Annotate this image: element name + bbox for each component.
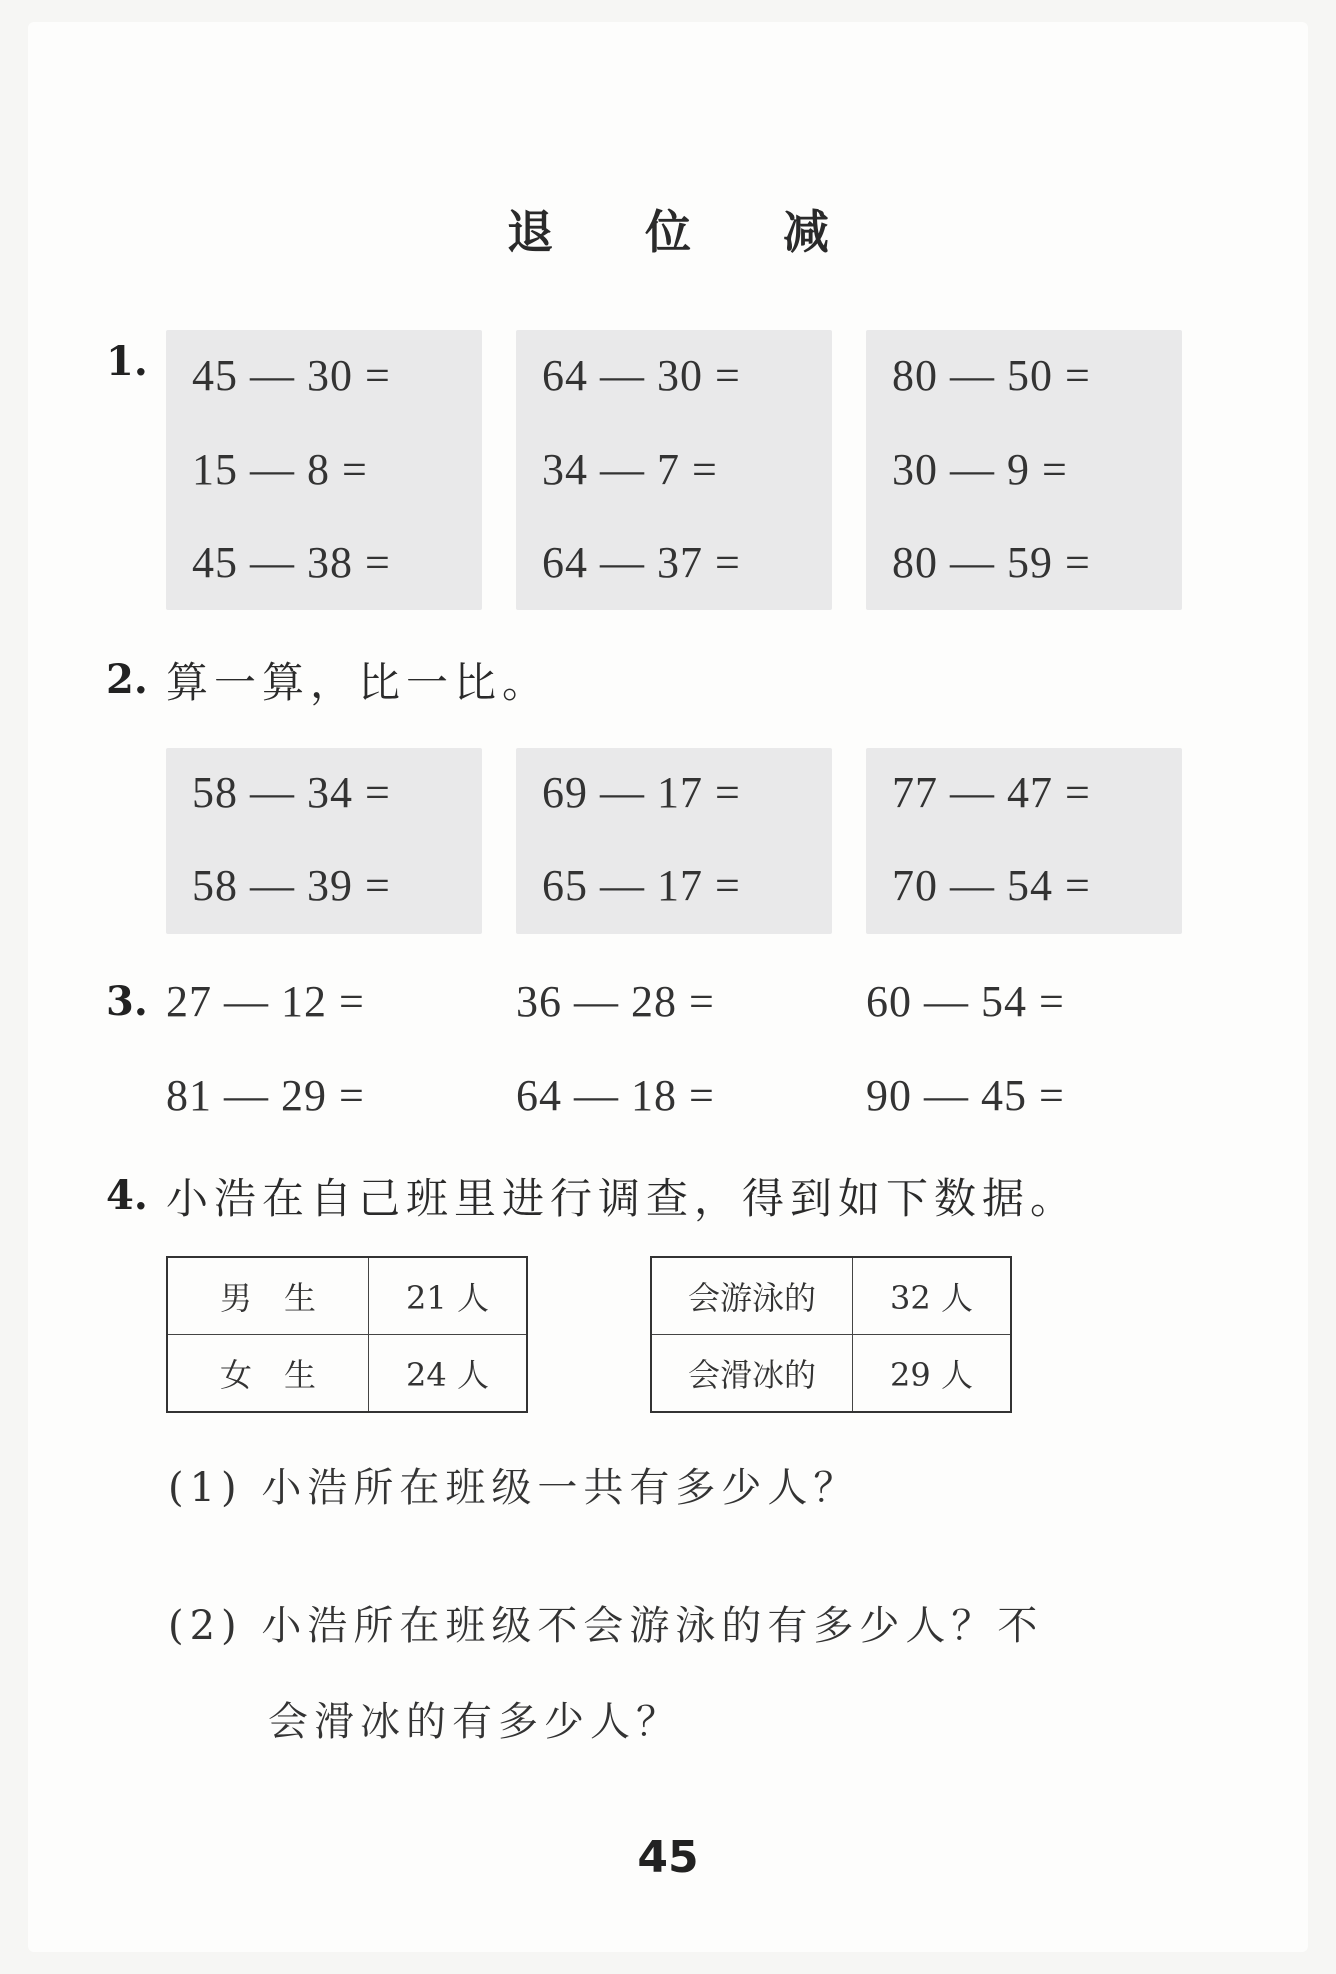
table-cell: 女 生	[167, 1335, 369, 1413]
table-cell: 会滑冰的	[651, 1335, 853, 1413]
q2-expr: 65 — 17 =	[542, 861, 741, 910]
table-row	[651, 1335, 1011, 1413]
q2-expr: 58 — 39 =	[192, 861, 391, 910]
q1-expr: 80 — 59 =	[892, 538, 1091, 587]
q2-expr: 69 — 17 =	[542, 768, 741, 817]
q3-expr: 64 — 18 =	[516, 1071, 715, 1120]
q3-expr: 60 — 54 =	[866, 977, 1065, 1026]
q1-expr: 64 — 30 =	[542, 351, 741, 400]
q1-expr: 80 — 50 =	[892, 351, 1091, 400]
q3-expr: 36 — 28 =	[516, 977, 715, 1026]
table-cell: 32 人	[853, 1257, 1012, 1335]
table-cell: 24 人	[369, 1335, 528, 1413]
table-cell: 会游泳的	[651, 1257, 853, 1335]
q2-expr: 70 — 54 =	[892, 861, 1091, 910]
q1-expr: 30 — 9 =	[892, 445, 1068, 494]
table-cell: 男 生	[167, 1257, 369, 1335]
q3-expr: 27 — 12 =	[166, 977, 365, 1026]
q1-expr: 34 — 7 =	[542, 445, 718, 494]
sub-question-2-line-2: 会滑冰的有多少人？	[268, 1699, 682, 1745]
question-2-number: 2.	[106, 656, 148, 703]
q3-expr: 81 — 29 =	[166, 1071, 365, 1120]
q1-expr: 45 — 38 =	[192, 538, 391, 587]
sub-question-1: (1) 小浩所在班级一共有多少人？	[168, 1465, 860, 1511]
q2-expr: 58 — 34 =	[192, 768, 391, 817]
table-row	[167, 1335, 527, 1413]
q2-expr: 77 — 47 =	[892, 768, 1091, 817]
table-row	[167, 1257, 527, 1335]
table-cell: 29 人	[853, 1335, 1012, 1413]
table-cell: 21 人	[369, 1257, 528, 1335]
gender-table	[166, 1256, 528, 1413]
skills-table	[650, 1256, 1012, 1413]
question-4-number: 4.	[106, 1172, 148, 1219]
question-1-number: 1.	[106, 338, 148, 385]
table-row	[651, 1257, 1011, 1335]
question-2-text: 算一算，比一比。	[166, 658, 551, 707]
q1-expr: 45 — 30 =	[192, 351, 391, 400]
page-number: 45	[637, 1832, 699, 1883]
page-title: 退 位 减	[506, 205, 868, 259]
q3-expr: 90 — 45 =	[866, 1071, 1065, 1120]
sub-question-2-line-1: (2) 小浩所在班级不会游泳的有多少人？不	[168, 1603, 1044, 1649]
question-4-text: 小浩在自己班里进行调查，得到如下数据。	[166, 1174, 1079, 1223]
q1-expr: 64 — 37 =	[542, 538, 741, 587]
question-3-number: 3.	[106, 978, 148, 1025]
q1-expr: 15 — 8 =	[192, 445, 368, 494]
